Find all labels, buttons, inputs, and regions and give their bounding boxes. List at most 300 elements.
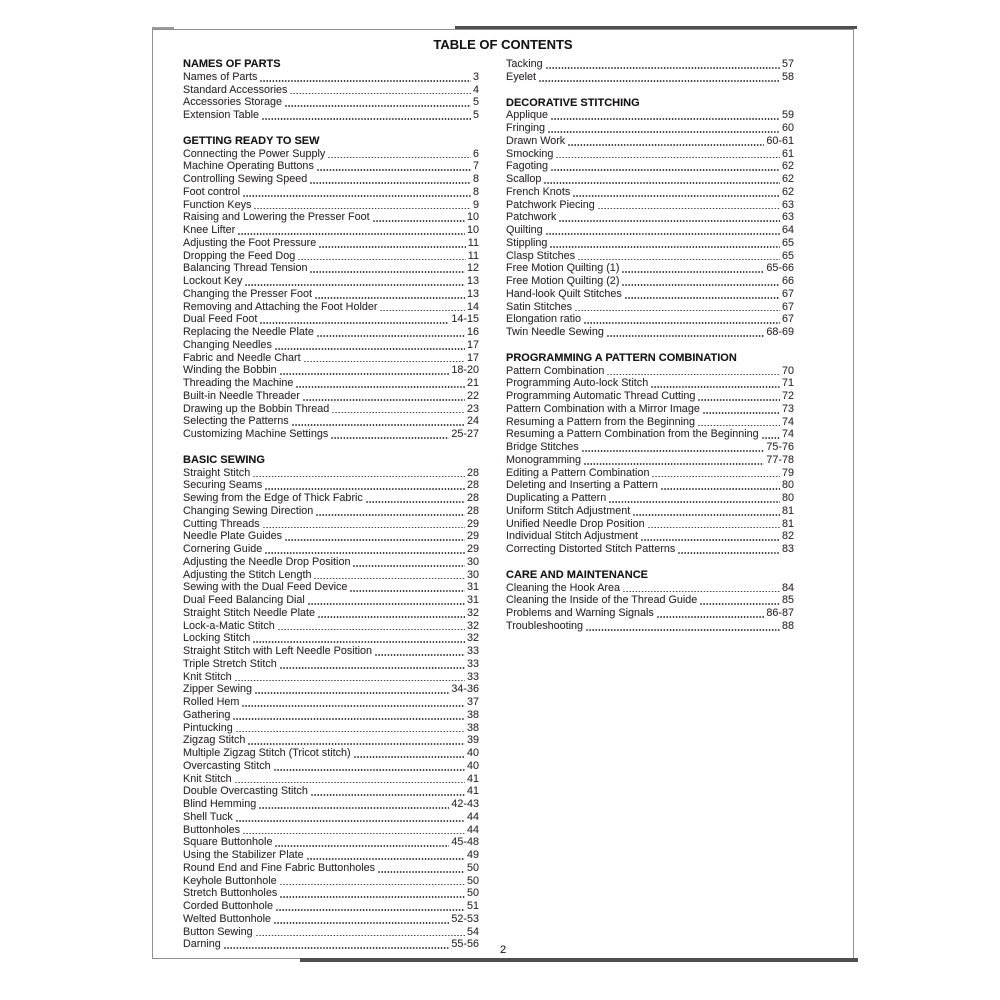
toc-entry-page: 71 — [781, 377, 794, 390]
toc-entry — [506, 186, 794, 199]
toc-entry-page: 49 — [466, 849, 479, 861]
toc-entry-label: Resuming a Pattern Combination from the Beginning — [506, 428, 759, 441]
toc-entry-label: Cornering Guide — [183, 543, 263, 555]
toc-entry — [183, 581, 479, 594]
toc-entry-page: 14 — [466, 300, 479, 313]
toc-entry-page: 41 — [466, 772, 479, 785]
dot-leader — [314, 578, 465, 580]
toc-entry-label: Button Sewing — [183, 925, 253, 938]
toc-entry-page: 67 — [781, 300, 794, 313]
toc-entry-label: Quilting — [506, 224, 543, 236]
dot-leader — [316, 514, 465, 516]
dot-leader — [262, 118, 471, 120]
dot-leader — [582, 450, 765, 452]
toc-section — [183, 58, 479, 122]
dot-leader — [648, 527, 780, 529]
toc-entry — [183, 237, 479, 250]
toc-entry — [506, 250, 794, 263]
toc-entry — [183, 364, 479, 377]
dot-leader — [584, 463, 764, 465]
toc-entry-page: 40 — [466, 759, 479, 772]
toc-entry-label: Dual Feed Foot — [183, 313, 258, 326]
toc-entry-page: 86-87 — [766, 607, 794, 619]
toc-entry-page: 28 — [466, 466, 479, 479]
dot-leader — [609, 501, 780, 503]
toc-entry-label: Overcasting Stitch — [183, 759, 271, 772]
toc-entry — [506, 607, 794, 620]
toc-entry-page: 72 — [781, 390, 794, 402]
toc-entry-page: 62 — [781, 173, 794, 185]
toc-entry — [183, 96, 479, 109]
toc-entry-page: 77-78 — [766, 453, 794, 466]
toc-entry-page: 3 — [472, 70, 479, 83]
toc-entry — [183, 811, 479, 824]
dot-leader — [290, 93, 471, 95]
toc-entry — [506, 505, 794, 518]
dot-leader — [280, 884, 465, 886]
toc-entry-label: Rolled Hem — [183, 696, 240, 708]
toc-entry-label: Zigzag Stitch — [183, 734, 246, 747]
toc-entry-page: 9 — [472, 198, 479, 211]
toc-entry-page: 44 — [466, 810, 479, 823]
dot-leader — [625, 297, 780, 299]
dot-leader — [243, 195, 471, 197]
toc-entry-page: 80 — [781, 479, 794, 492]
toc-entry-page: 7 — [472, 160, 479, 173]
toc-entry — [183, 747, 479, 760]
toc-entry-label: Foot control — [183, 185, 241, 198]
toc-entry — [183, 926, 479, 939]
toc-entry-page: 66 — [781, 275, 794, 287]
toc-entry-label: Adjusting the Foot Pressure — [183, 236, 317, 249]
toc-entry-page: 62 — [781, 185, 794, 198]
toc-entry-label: Corded Buttonhole — [183, 900, 274, 912]
dot-leader — [310, 271, 465, 273]
toc-entry-label: Changing the Presser Foot — [183, 287, 313, 300]
toc-entry-label: Knee Lifter — [183, 224, 236, 236]
toc-entry-label: Stretch Buttonholes — [183, 887, 278, 900]
toc-entry — [183, 250, 479, 263]
dot-leader — [539, 80, 780, 82]
toc-entry — [183, 594, 479, 607]
toc-entry-label: Changing Needles — [183, 338, 272, 351]
toc-entry-page: 67 — [781, 287, 794, 300]
toc-entry-page: 6 — [472, 147, 479, 160]
toc-entry-label: Selecting the Patterns — [183, 415, 289, 428]
toc-entry-label: Resuming a Pattern from the Beginning — [506, 415, 696, 428]
toc-entry-label: Cleaning the Inside of the Thread Guide — [506, 594, 698, 607]
scan-edge-top — [455, 26, 857, 29]
toc-entry-label: Pattern Combination — [506, 364, 605, 377]
toc-entry — [506, 288, 794, 301]
dot-leader — [242, 705, 465, 707]
toc-entry-page: 30 — [466, 568, 479, 581]
toc-entry — [506, 518, 794, 531]
toc-entry — [506, 313, 794, 326]
dot-leader — [331, 437, 449, 439]
toc-entry-label: French Knots — [506, 185, 571, 198]
toc-entry-page: 24 — [466, 415, 479, 428]
toc-entry — [183, 313, 479, 326]
toc-entry-page: 88 — [781, 619, 794, 632]
toc-entry-label: Adjusting the Stitch Length — [183, 568, 312, 581]
toc-entry-page: 73 — [781, 402, 794, 415]
toc-entry-page: 74 — [781, 428, 794, 441]
dot-leader — [556, 157, 780, 159]
toc-entry-page: 60-61 — [766, 134, 794, 147]
toc-entry-page: 79 — [781, 466, 794, 479]
toc-section-heading: GETTING READY TO SEW — [183, 134, 320, 147]
toc-entry-page: 5 — [472, 109, 479, 121]
dot-leader — [633, 514, 780, 516]
toc-entry — [183, 900, 479, 913]
toc-entry — [183, 186, 479, 199]
toc-entry — [183, 224, 479, 237]
toc-entry-page: 65 — [781, 236, 794, 249]
toc-entry-label: Unified Needle Drop Position — [506, 517, 645, 530]
toc-entry-label: Straight Stitch with Left Needle Position — [183, 645, 373, 657]
dot-leader — [350, 590, 465, 592]
dot-leader — [245, 284, 465, 286]
toc-entry-label: Tacking — [506, 58, 543, 70]
manual-page — [152, 29, 854, 959]
dot-leader — [622, 284, 780, 286]
toc-entry-label: Patchwork Piecing — [506, 198, 595, 211]
toc-entry-label: Individual Stitch Adjustment — [506, 530, 639, 543]
dot-leader — [622, 271, 764, 273]
toc-entry-label: Accessories Storage — [183, 96, 283, 109]
toc-entry-page: 65-66 — [766, 262, 794, 275]
page-number: 2 — [499, 944, 507, 956]
toc-entry — [183, 849, 479, 862]
toc-entry-label: Stippling — [506, 236, 548, 249]
toc-entry-page: 83 — [781, 543, 794, 555]
toc-entry-label: Smocking — [506, 147, 554, 160]
toc-entry-page: 82 — [781, 530, 794, 543]
toc-entry-page: 10 — [466, 211, 479, 224]
toc-entry-label: Drawn Work — [506, 134, 566, 147]
toc-entry — [183, 518, 479, 531]
dot-leader — [678, 552, 780, 554]
toc-entry-page: 68-69 — [766, 326, 794, 338]
toc-section — [506, 569, 794, 633]
toc-entry-page: 28 — [466, 504, 479, 517]
toc-entry-page: 64 — [781, 224, 794, 236]
toc-entry-label: Raising and Lowering the Presser Foot — [183, 211, 370, 224]
toc-entry — [506, 530, 794, 543]
toc-entry-label: Programming Automatic Thread Cutting — [506, 390, 696, 402]
toc-entry-page: 63 — [781, 198, 794, 211]
toc-section — [506, 58, 794, 84]
toc-entry-page: 57 — [781, 58, 794, 70]
dot-leader — [548, 131, 780, 133]
toc-entry — [506, 224, 794, 237]
toc-entry — [183, 530, 479, 543]
toc-entry — [183, 556, 479, 569]
toc-section-heading: CARE AND MAINTENANCE — [506, 568, 648, 581]
dot-leader — [703, 412, 780, 414]
toc-entry-page: 85 — [781, 594, 794, 607]
toc-entry-page: 45-48 — [451, 836, 479, 849]
toc-entry-label: Fabric and Needle Chart — [183, 351, 301, 364]
toc-entry-label: Shell Tuck — [183, 810, 233, 823]
toc-entry — [506, 275, 794, 288]
toc-entry-page: 17 — [466, 351, 479, 364]
toc-entry-label: Buttonholes — [183, 823, 241, 836]
toc-entry — [183, 658, 479, 671]
toc-entry-label: Connecting the Power Supply — [183, 147, 326, 160]
toc-entry — [183, 173, 479, 186]
toc-entry-label: Controlling Sewing Speed — [183, 173, 308, 185]
toc-entry-page: 4 — [472, 83, 479, 96]
dot-leader — [700, 603, 780, 605]
toc-section — [506, 97, 794, 339]
dot-leader — [584, 322, 780, 324]
toc-entry-label: Satin Stitches — [506, 300, 573, 313]
dot-leader — [310, 182, 471, 184]
toc-entry-page: 31 — [466, 581, 479, 594]
toc-entry-label: Adjusting the Needle Drop Position — [183, 555, 351, 568]
dot-leader — [573, 195, 780, 197]
toc-entry — [183, 722, 479, 735]
toc-entry-page: 17 — [466, 338, 479, 351]
dot-leader — [652, 476, 780, 478]
dot-leader — [236, 731, 465, 733]
dot-leader — [285, 105, 471, 107]
dot-leader — [380, 310, 465, 312]
toc-section — [183, 135, 479, 441]
toc-entry-label: Names of Parts — [183, 70, 258, 83]
toc-entry-page: 30 — [466, 555, 479, 568]
toc-entry-page: 59 — [781, 109, 794, 122]
toc-entry-page: 62 — [781, 160, 794, 173]
toc-section-heading: DECORATIVE STITCHING — [506, 96, 640, 109]
toc-entry-page: 81 — [781, 517, 794, 530]
toc-entry-page: 18-20 — [451, 364, 479, 377]
dot-leader — [235, 782, 465, 784]
toc-entry-label: Applique — [506, 109, 549, 122]
toc-entry — [506, 301, 794, 314]
toc-entry — [506, 365, 794, 378]
toc-entry-label: Securing Seams — [183, 479, 263, 492]
dot-leader — [274, 769, 465, 771]
toc-entry — [506, 428, 794, 441]
dot-leader — [238, 233, 465, 235]
toc-entry-page: 65 — [781, 249, 794, 262]
toc-entry-page: 55-56 — [451, 938, 479, 951]
dot-leader — [280, 896, 465, 898]
toc-entry-label: Function Keys — [183, 198, 252, 211]
toc-entry-page: 11 — [467, 236, 479, 249]
dot-leader — [235, 680, 465, 682]
toc-entry-label: Locking Stitch — [183, 632, 251, 645]
toc-entry — [183, 683, 479, 696]
dot-leader — [233, 718, 465, 720]
dot-leader — [575, 310, 780, 312]
toc-entry-page: 29 — [466, 517, 479, 530]
toc-entry-label: Winding the Bobbin — [183, 364, 277, 377]
toc-entry-label: Cutting Threads — [183, 517, 260, 530]
toc-entry-label: Round End and Fine Fabric Buttonholes — [183, 861, 376, 874]
toc-entry — [183, 148, 479, 161]
toc-entry-label: Pattern Combination with a Mirror Image — [506, 402, 700, 415]
toc-entry-page: 42-43 — [451, 798, 479, 810]
toc-entry — [183, 262, 479, 275]
dot-leader — [260, 322, 449, 324]
dot-leader — [292, 424, 465, 426]
toc-entry-page: 58 — [781, 70, 794, 83]
dot-leader — [607, 335, 765, 337]
dot-leader — [317, 169, 471, 171]
toc-entry-page: 41 — [466, 785, 479, 798]
dot-leader — [263, 527, 465, 529]
toc-entry-page: 52-53 — [451, 912, 479, 925]
toc-entry — [506, 262, 794, 275]
dot-leader — [698, 399, 780, 401]
dot-leader — [308, 603, 465, 605]
toc-entry — [183, 734, 479, 747]
dot-leader — [260, 80, 471, 82]
toc-entry-page: 39 — [466, 734, 479, 747]
toc-entry — [183, 415, 479, 428]
dot-leader — [278, 629, 465, 631]
dot-leader — [285, 539, 465, 541]
toc-entry-label: Dropping the Feed Dog — [183, 249, 296, 262]
toc-entry-label: Square Buttonhole — [183, 836, 273, 849]
toc-entry-page: 50 — [466, 887, 479, 900]
toc-entry-page: 34-36 — [451, 683, 479, 696]
toc-entry-label: Replacing the Needle Plate — [183, 326, 314, 338]
toc-section-heading: NAMES OF PARTS — [183, 58, 281, 70]
toc-entry-label: Scallop — [506, 173, 542, 185]
toc-entry-page: 29 — [466, 530, 479, 543]
toc-entry — [183, 607, 479, 620]
dot-leader — [623, 591, 780, 593]
toc-entry — [506, 237, 794, 250]
toc-entry-page: 32 — [466, 632, 479, 645]
toc-entry-page: 21 — [466, 377, 479, 389]
toc-entry-label: Free Motion Quilting (2) — [506, 275, 620, 287]
toc-entry-page: 54 — [466, 925, 479, 938]
toc-entry-page: 33 — [466, 657, 479, 670]
dot-leader — [318, 616, 465, 618]
toc-entry — [183, 288, 479, 301]
toc-entry — [183, 84, 479, 97]
toc-entry-page: 28 — [466, 479, 479, 492]
toc-entry-label: Darning — [183, 938, 221, 951]
toc-entry-label: Gathering — [183, 708, 231, 721]
dot-leader — [254, 208, 471, 210]
toc-entry-label: Built-in Needle Threader — [183, 389, 300, 402]
dot-leader — [651, 386, 780, 388]
toc-entry-page: 11 — [467, 249, 479, 262]
dot-leader — [578, 259, 780, 261]
toc-entry-page: 50 — [466, 861, 479, 874]
dot-leader — [253, 641, 465, 643]
dot-leader — [607, 374, 780, 376]
dot-leader — [275, 845, 449, 847]
toc-entry-label: Clasp Stitches — [506, 249, 576, 262]
toc-entry-page: 33 — [466, 670, 479, 683]
toc-entry-page: 31 — [466, 594, 479, 606]
toc-entry-page: 22 — [466, 389, 479, 402]
toc-entry-label: Removing and Attaching the Foot Holder — [183, 300, 378, 313]
toc-entry-label: Programming Auto-lock Stitch — [506, 377, 649, 390]
toc-entry-page: 44 — [466, 823, 479, 836]
toc-entry-label: Twin Needle Sewing — [506, 326, 604, 338]
toc-entry — [183, 543, 479, 556]
dot-leader — [546, 233, 780, 235]
toc-entry-page: 50 — [466, 874, 479, 887]
toc-entry — [183, 836, 479, 849]
toc-entry — [506, 441, 794, 454]
toc-entry-page: 5 — [472, 96, 479, 109]
dot-leader — [598, 208, 780, 210]
toc-entry — [183, 403, 479, 416]
dot-leader — [373, 220, 465, 222]
toc-entry-page: 80 — [781, 492, 794, 504]
dot-leader — [280, 373, 450, 375]
toc-entry-page: 60 — [781, 122, 794, 134]
toc-entry-page: 8 — [472, 185, 479, 198]
dot-leader — [378, 871, 465, 873]
dot-leader — [559, 220, 780, 222]
toc-entry — [506, 109, 794, 122]
toc-entry — [183, 913, 479, 926]
toc-entry — [183, 785, 479, 798]
toc-entry-label: Lock-a-Matic Stitch — [183, 619, 275, 632]
toc-entry-label: Free Motion Quilting (1) — [506, 262, 620, 275]
dot-leader — [328, 157, 471, 159]
toc-entry — [506, 582, 794, 595]
toc-entry — [183, 862, 479, 875]
toc-entry-page: 32 — [466, 619, 479, 632]
toc-entry-label: Knit Stitch — [183, 670, 232, 683]
toc-entry — [183, 211, 479, 224]
toc-entry-page: 63 — [781, 211, 794, 224]
toc-entry-label: Sewing with the Dual Feed Device — [183, 581, 348, 594]
dot-leader — [265, 488, 465, 490]
toc-entry-page: 13 — [466, 287, 479, 300]
dot-leader — [353, 565, 465, 567]
toc-entry — [183, 390, 479, 403]
toc-entry-page: 8 — [472, 173, 479, 185]
dot-leader — [641, 539, 780, 541]
dot-leader — [762, 437, 780, 439]
dot-leader — [253, 476, 465, 478]
scan-edge-bottom — [300, 958, 858, 962]
toc-entry — [506, 543, 794, 556]
dot-leader — [698, 425, 780, 427]
dot-leader — [280, 667, 465, 669]
dot-leader — [551, 169, 780, 171]
toc-entry — [506, 620, 794, 633]
toc-entry-label: Lockout Key — [183, 275, 243, 287]
toc-entry-label: Multiple Zigzag Stitch (Tricot stitch) — [183, 747, 351, 759]
toc-entry — [183, 798, 479, 811]
toc-entry-page: 75-76 — [766, 441, 794, 453]
toc-entry-label: Sewing from the Edge of Thick Fabric — [183, 492, 363, 504]
toc-entry — [506, 58, 794, 71]
toc-entry — [506, 594, 794, 607]
toc-entry-label: Double Overcasting Stitch — [183, 785, 308, 798]
toc-entry-label: Balancing Thread Tension — [183, 262, 308, 275]
toc-entry-label: Using the Stabilizer Plate — [183, 849, 304, 861]
toc-entry-label: Fringing — [506, 122, 546, 134]
toc-entry — [506, 390, 794, 403]
dot-leader — [248, 743, 465, 745]
toc-entry-page: 23 — [466, 402, 479, 415]
